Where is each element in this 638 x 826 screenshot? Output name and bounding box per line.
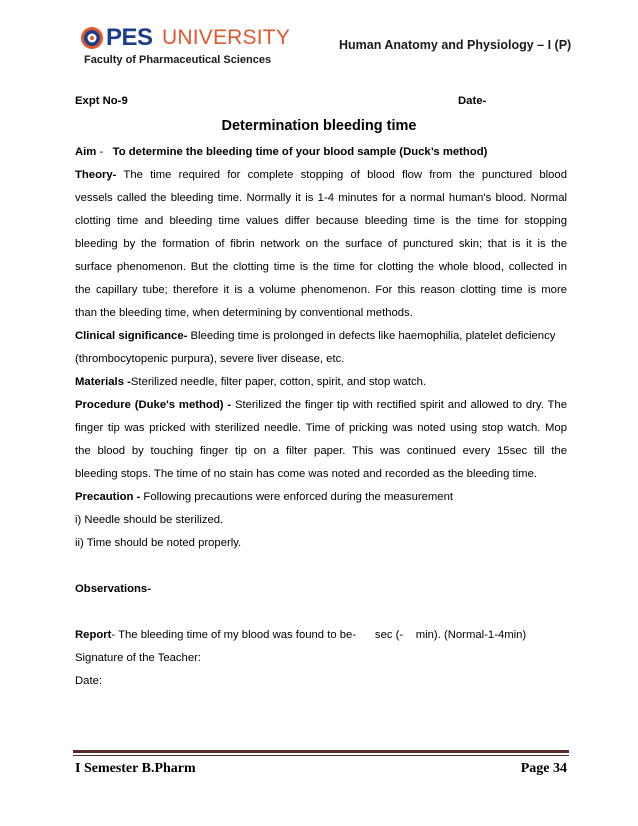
footer-rule-thin — [73, 755, 569, 756]
theory-text-line: vessels called the bleeding time. Normally it is 1-4 minutes for a normal human's blood. Normal — [75, 192, 567, 204]
precaution-item: ii) Time should be noted properly. — [75, 537, 242, 549]
materials-line — [75, 371, 567, 394]
university-seal-icon — [80, 26, 104, 50]
footer-page-number: Page 34 — [520, 761, 567, 776]
observations-heading — [75, 578, 567, 601]
precaution-line — [75, 486, 567, 509]
course-title: Human Anatomy and Physiology – I (P) — [339, 38, 572, 52]
clinical-line — [75, 325, 567, 348]
experiment-number: Expt No-9 — [75, 95, 128, 107]
date-label: Date- — [458, 95, 487, 107]
logo-text-university: UNIVERSITY — [162, 26, 291, 49]
theory-text-line: bleeding by the formation of fibrin network on the surface of punctured skin; that is it is the — [75, 238, 567, 250]
clinical-text: (thrombocytopenic purpura), severe liver disease, etc. — [75, 353, 345, 365]
precaution-item: i) Needle should be sterilized. — [75, 514, 224, 526]
report-line — [75, 624, 567, 647]
theory-text-line: the capillary tube; therefore it is a volume phenomenon. For this reason clotting time is more — [75, 284, 567, 296]
report-text: - The bleeding time of my blood was found to be- sec (- min). (Normal-1-4min) — [111, 629, 527, 641]
procedure-line — [75, 394, 567, 417]
procedure-text-line: bleeding stops. The time of no stain has come was noted and recorded as the bleeding time. — [75, 468, 537, 480]
theory-line — [75, 164, 567, 187]
aim-label: Aim — [75, 146, 97, 158]
aim-separator: - — [96, 146, 113, 158]
theory-label: Theory- — [75, 169, 117, 181]
aim-text: To determine the bleeding time of your blood sample (Duck’s method) — [112, 146, 488, 158]
aim-line — [75, 141, 567, 164]
procedure-text-line: Sterilized the finger tip with rectified spirit and allowed to dry. The — [231, 399, 567, 411]
materials-label: Materials - — [75, 376, 131, 388]
teacher-signature-label: Signature of the Teacher: — [75, 652, 202, 664]
page-title: Determination bleeding time — [221, 118, 417, 134]
procedure-text-line: finger tip was pricked with sterilized needle. Time of pricking was noted using stop watch. Mop — [75, 422, 567, 434]
pes-university-logo — [80, 24, 291, 52]
procedure-label: Procedure (Duke's method) - — [75, 399, 232, 411]
report-date-label: Date: — [75, 675, 103, 687]
precaution-text: Following precautions were enforced during the measurement — [140, 491, 454, 503]
clinical-label: Clinical significance- — [75, 330, 188, 342]
theory-text-line: clotting time and bleeding time values differ because bleeding time is the time for stopping — [75, 215, 567, 227]
clinical-text: Bleeding time is prolonged in defects like haemophilia, platelet deficiency — [187, 330, 556, 342]
theory-text-line: than the bleeding time, when determining by conventional methods. — [75, 307, 413, 319]
report-label: Report — [75, 629, 112, 641]
precaution-label: Precaution - — [75, 491, 141, 503]
theory-text-line: surface phenomenon. But the clotting time is the time for clotting the whole blood, collected in — [75, 261, 567, 273]
logo-text-pes: PES — [106, 24, 153, 51]
footer-rule-thick — [73, 750, 569, 753]
footer-semester: I Semester B.Pharm — [75, 761, 196, 776]
faculty-name: Faculty of Pharmaceutical Sciences — [84, 54, 272, 66]
procedure-text-line: the blood by touching finger tip on a filter paper. This was continued every 15sec till the — [75, 445, 567, 457]
observations-label: Observations- — [75, 583, 151, 595]
materials-text: Sterilized needle, filter paper, cotton, spirit, and stop watch. — [130, 376, 427, 388]
theory-text-line: The time required for complete stopping of blood flow from the punctured blood — [116, 169, 567, 181]
